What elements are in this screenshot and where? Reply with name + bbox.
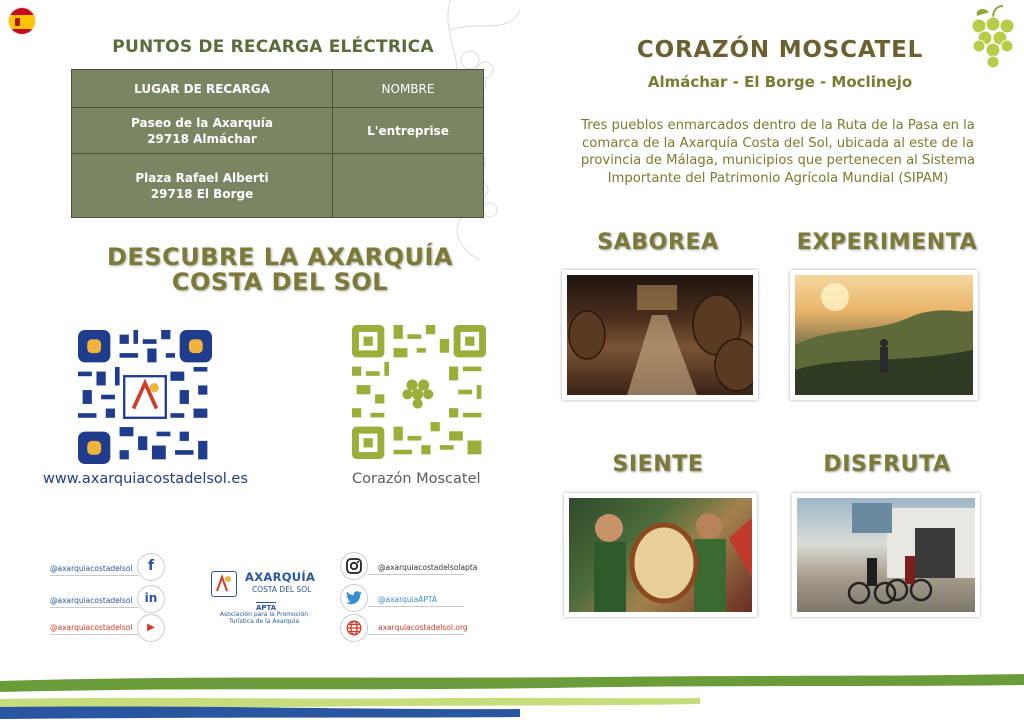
axarquia-logo-apta: APTA — [256, 604, 277, 612]
linkedin-icon[interactable]: in — [137, 585, 165, 613]
photo-wine-cellar — [562, 270, 758, 400]
linkedin-handle[interactable]: @axarquiacostadelsol — [50, 596, 133, 605]
globe-icon[interactable] — [340, 614, 368, 642]
axarquia-logo-name: AXARQUÍA — [245, 570, 316, 584]
axarquia-logo-description: Asociación para la Promoción Turística de la Axarquía — [219, 611, 309, 625]
table-row — [72, 108, 484, 154]
twitter-icon[interactable] — [340, 584, 368, 612]
table-cell-place: Plaza Rafael Alberti 29718 El Borge — [72, 154, 333, 218]
table-header-place: LUGAR DE RECARGA — [72, 70, 333, 108]
twitter-handle[interactable]: @axarquiaAPTA — [378, 595, 438, 604]
table-header-name: NOMBRE — [333, 70, 484, 108]
charging-points-title: PUNTOS DE RECARGA ELÉCTRICA — [112, 37, 434, 57]
section-heading-disfruta: DISFRUTA — [823, 452, 951, 477]
table-cell-name: L'entreprise — [333, 108, 484, 154]
section-heading-siente: SIENTE — [612, 452, 704, 477]
section-heading-saborea: SABOREA — [597, 230, 719, 255]
facebook-icon[interactable]: f — [137, 553, 165, 581]
photo-cyclists — [792, 493, 980, 617]
spain-flag-icon[interactable] — [8, 7, 36, 35]
qr-code-axarquia[interactable] — [78, 330, 212, 464]
table-cell-name — [333, 154, 484, 218]
discover-heading: DESCUBRE LA AXARQUÍA COSTA DEL SOL — [107, 243, 453, 296]
facebook-handle[interactable]: @axarquiacostadelsol — [50, 564, 133, 573]
table-cell-place: Paseo de la Axarquía 29718 Almáchar — [72, 108, 333, 154]
qr-label-website[interactable]: www.axarquiacostadelsol.es — [43, 471, 248, 487]
youtube-icon[interactable]: ▶ — [137, 614, 165, 642]
axarquia-logo-sub: COSTA DEL SOL — [252, 585, 312, 594]
instagram-handle[interactable]: @axarquiacostadelsolapta — [378, 563, 478, 572]
description-paragraph: Tres pueblos enmarcados dentro de la Ruta de la Pasa en la comarca de la Axarquía Costa del Sol, ubicada al este de la provincia de Málaga, municipios que pertenecen al Sistema Importante del Patrimonio Agrícola Mundial (SIPAM) — [580, 118, 976, 186]
brush-stroke-decoration — [0, 665, 1024, 724]
instagram-icon[interactable] — [340, 552, 368, 580]
website-handle[interactable]: axarquiacostadelsol.org — [378, 623, 468, 632]
section-heading-experimenta: EXPERIMENTA — [796, 230, 978, 255]
qr-code-corazon-moscatel[interactable] — [352, 325, 486, 459]
corazon-moscatel-title: CORAZÓN MOSCATEL — [636, 37, 924, 63]
axarquia-logo-mark — [211, 571, 237, 597]
table-row — [72, 154, 484, 218]
photo-sunset-landscape — [790, 270, 978, 400]
youtube-handle[interactable]: @axarquiacostadelsol — [50, 623, 133, 632]
towns-subtitle: Almáchar - El Borge - Moclinejo — [647, 73, 913, 91]
charging-points-table — [71, 69, 484, 218]
photo-festival-music — [564, 493, 757, 617]
qr-label-corazon[interactable]: Corazón Moscatel — [352, 471, 481, 487]
